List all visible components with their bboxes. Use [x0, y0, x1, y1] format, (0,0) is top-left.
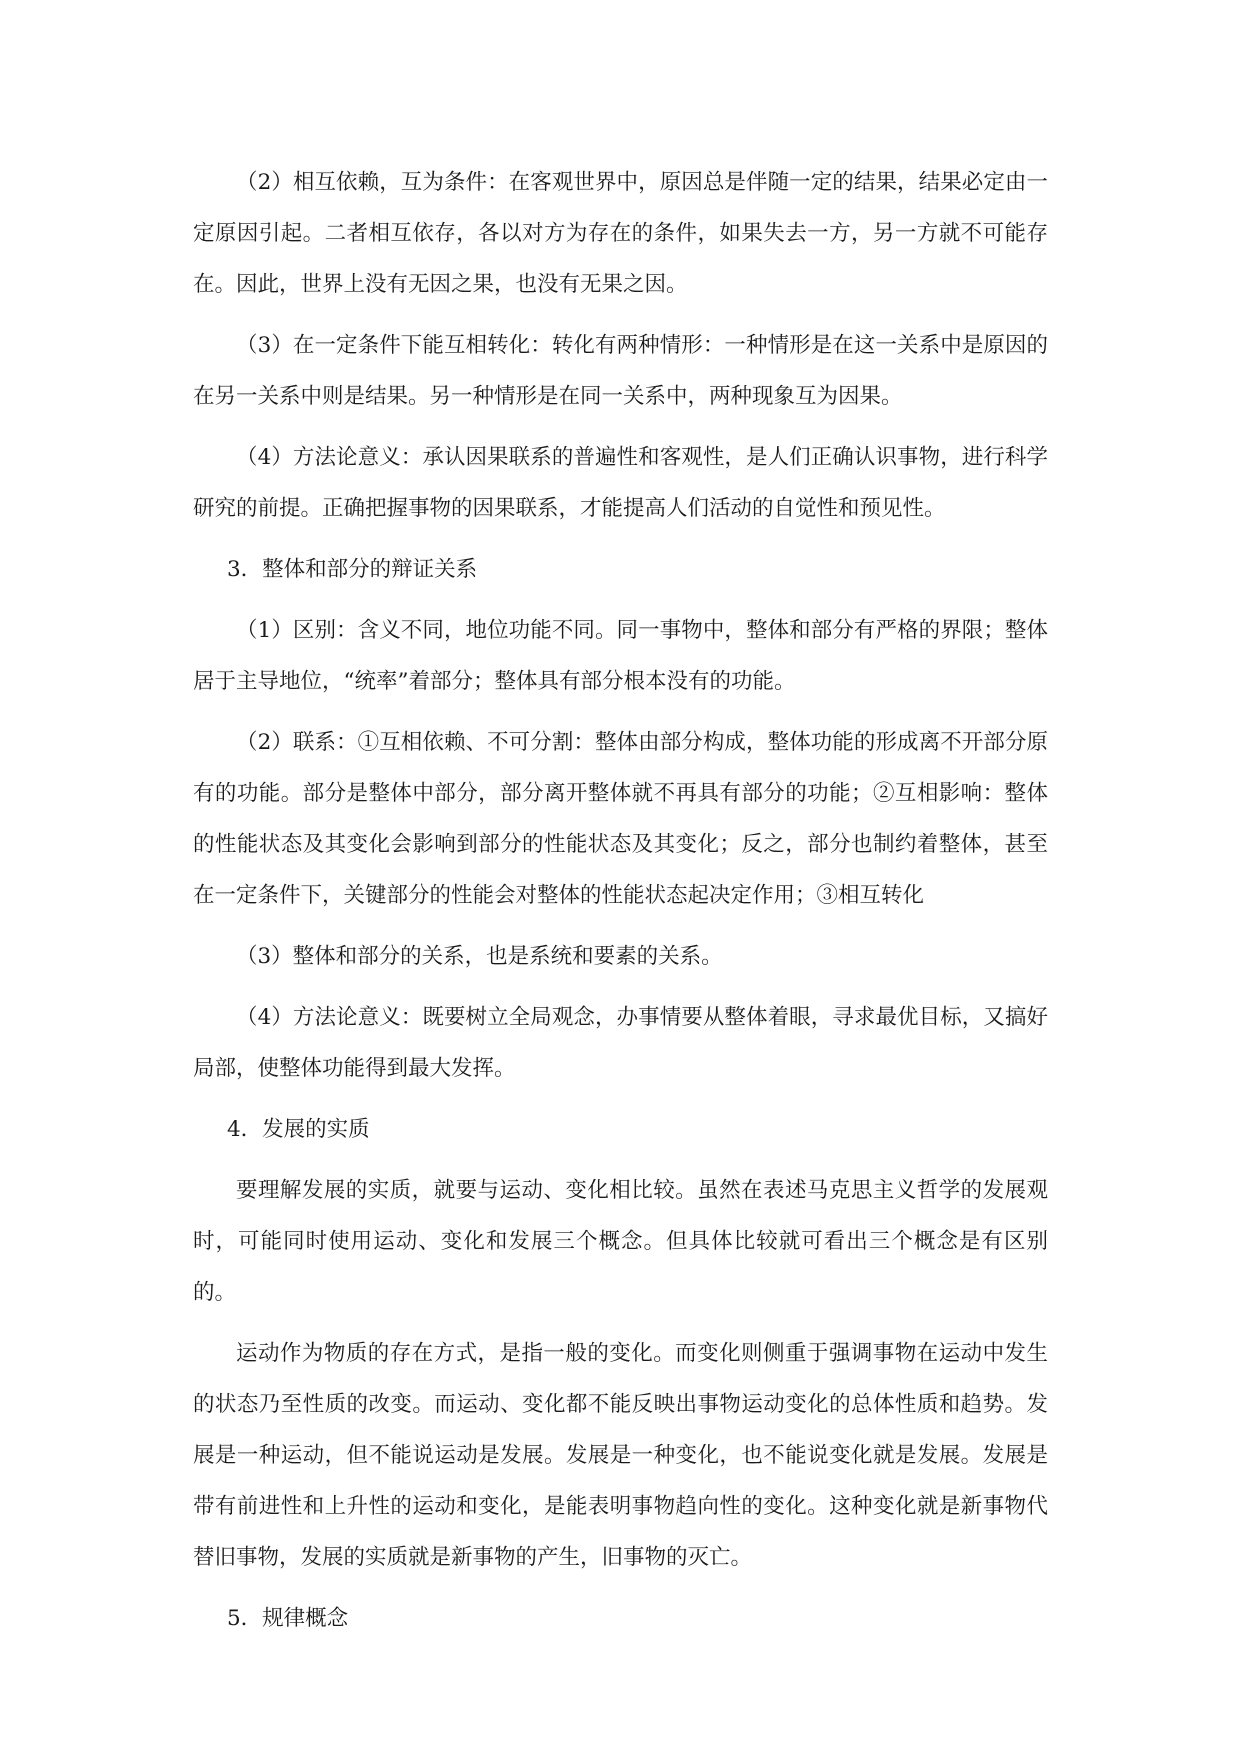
paragraph-whole-part-difference: （1）区别：含义不同，地位功能不同。同一事物中，整体和部分有严格的界限；整体居于主导地位，“统率”着部分；整体具有部分根本没有的功能。 [193, 618, 1048, 694]
document-body [193, 157, 1048, 1654]
paragraph-whole-part-connection: （2）联系：①互相依赖、不可分割：整体由部分构成，整体功能的形成离不开部分原有的功能。部分是整体中部分，部分离开整体就不再具有部分的功能；②互相影响：整体的性能状态及其变化会影响到部分的性能状态及其变化；反之，部分也制约着整体，甚至在一定条件下，关键部分的性能会对整体的性能状态起决定作用；③相互转化 [193, 730, 1048, 908]
paragraph-development-comparison: 要理解发展的实质，就要与运动、变化相比较。虽然在表述马克思主义哲学的发展观时，可能同时使用运动、变化和发展三个概念。但具体比较就可看出三个概念是有区别的。 [193, 1178, 1048, 1305]
paragraph-whole-part-system: （3）整体和部分的关系，也是系统和要素的关系。 [236, 944, 723, 969]
paragraph-causality-interdependence: （2）相互依赖，互为条件：在客观世界中，原因总是伴随一定的结果，结果必定由一定原因引起。二者相互依存，各以对方为存在的条件，如果失去一方，另一方就不可能存在。因此，世界上没有无因之果，也没有无果之因。 [193, 170, 1048, 297]
paragraph-causality-transformation: （3）在一定条件下能互相转化：转化有两种情形：一种情形是在这一关系中是原因的在另一关系中则是结果。另一种情形是在同一关系中，两种现象互为因果。 [193, 333, 1048, 409]
paragraph-causality-methodology: （4）方法论意义：承认因果联系的普遍性和客观性，是人们正确认识事物，进行科学研究的前提。正确把握事物的因果联系，才能提高人们活动的自觉性和预见性。 [193, 445, 1048, 521]
section-heading-law-concept: 5．规律概念 [227, 1606, 349, 1631]
section-heading-whole-and-part: 3．整体和部分的辩证关系 [227, 557, 478, 582]
section-heading-essence-of-development: 4．发展的实质 [227, 1117, 370, 1142]
paragraph-whole-part-methodology: （4）方法论意义：既要树立全局观念，办事情要从整体着眼，寻求最优目标，又搞好局部，使整体功能得到最大发挥。 [193, 1005, 1048, 1081]
paragraph-development-essence: 运动作为物质的存在方式，是指一般的变化。而变化则侧重于强调事物在运动中发生的状态乃至性质的改变。而运动、变化都不能反映出事物运动变化的总体性质和趋势。发展是一种运动，但不能说运动是发展。发展是一种变化，也不能说变化就是发展。发展是带有前进性和上升性的运动和变化，是能表明事物趋向性的变化。这种变化就是新事物代替旧事物，发展的实质就是新事物的产生，旧事物的灭亡。 [193, 1341, 1048, 1570]
